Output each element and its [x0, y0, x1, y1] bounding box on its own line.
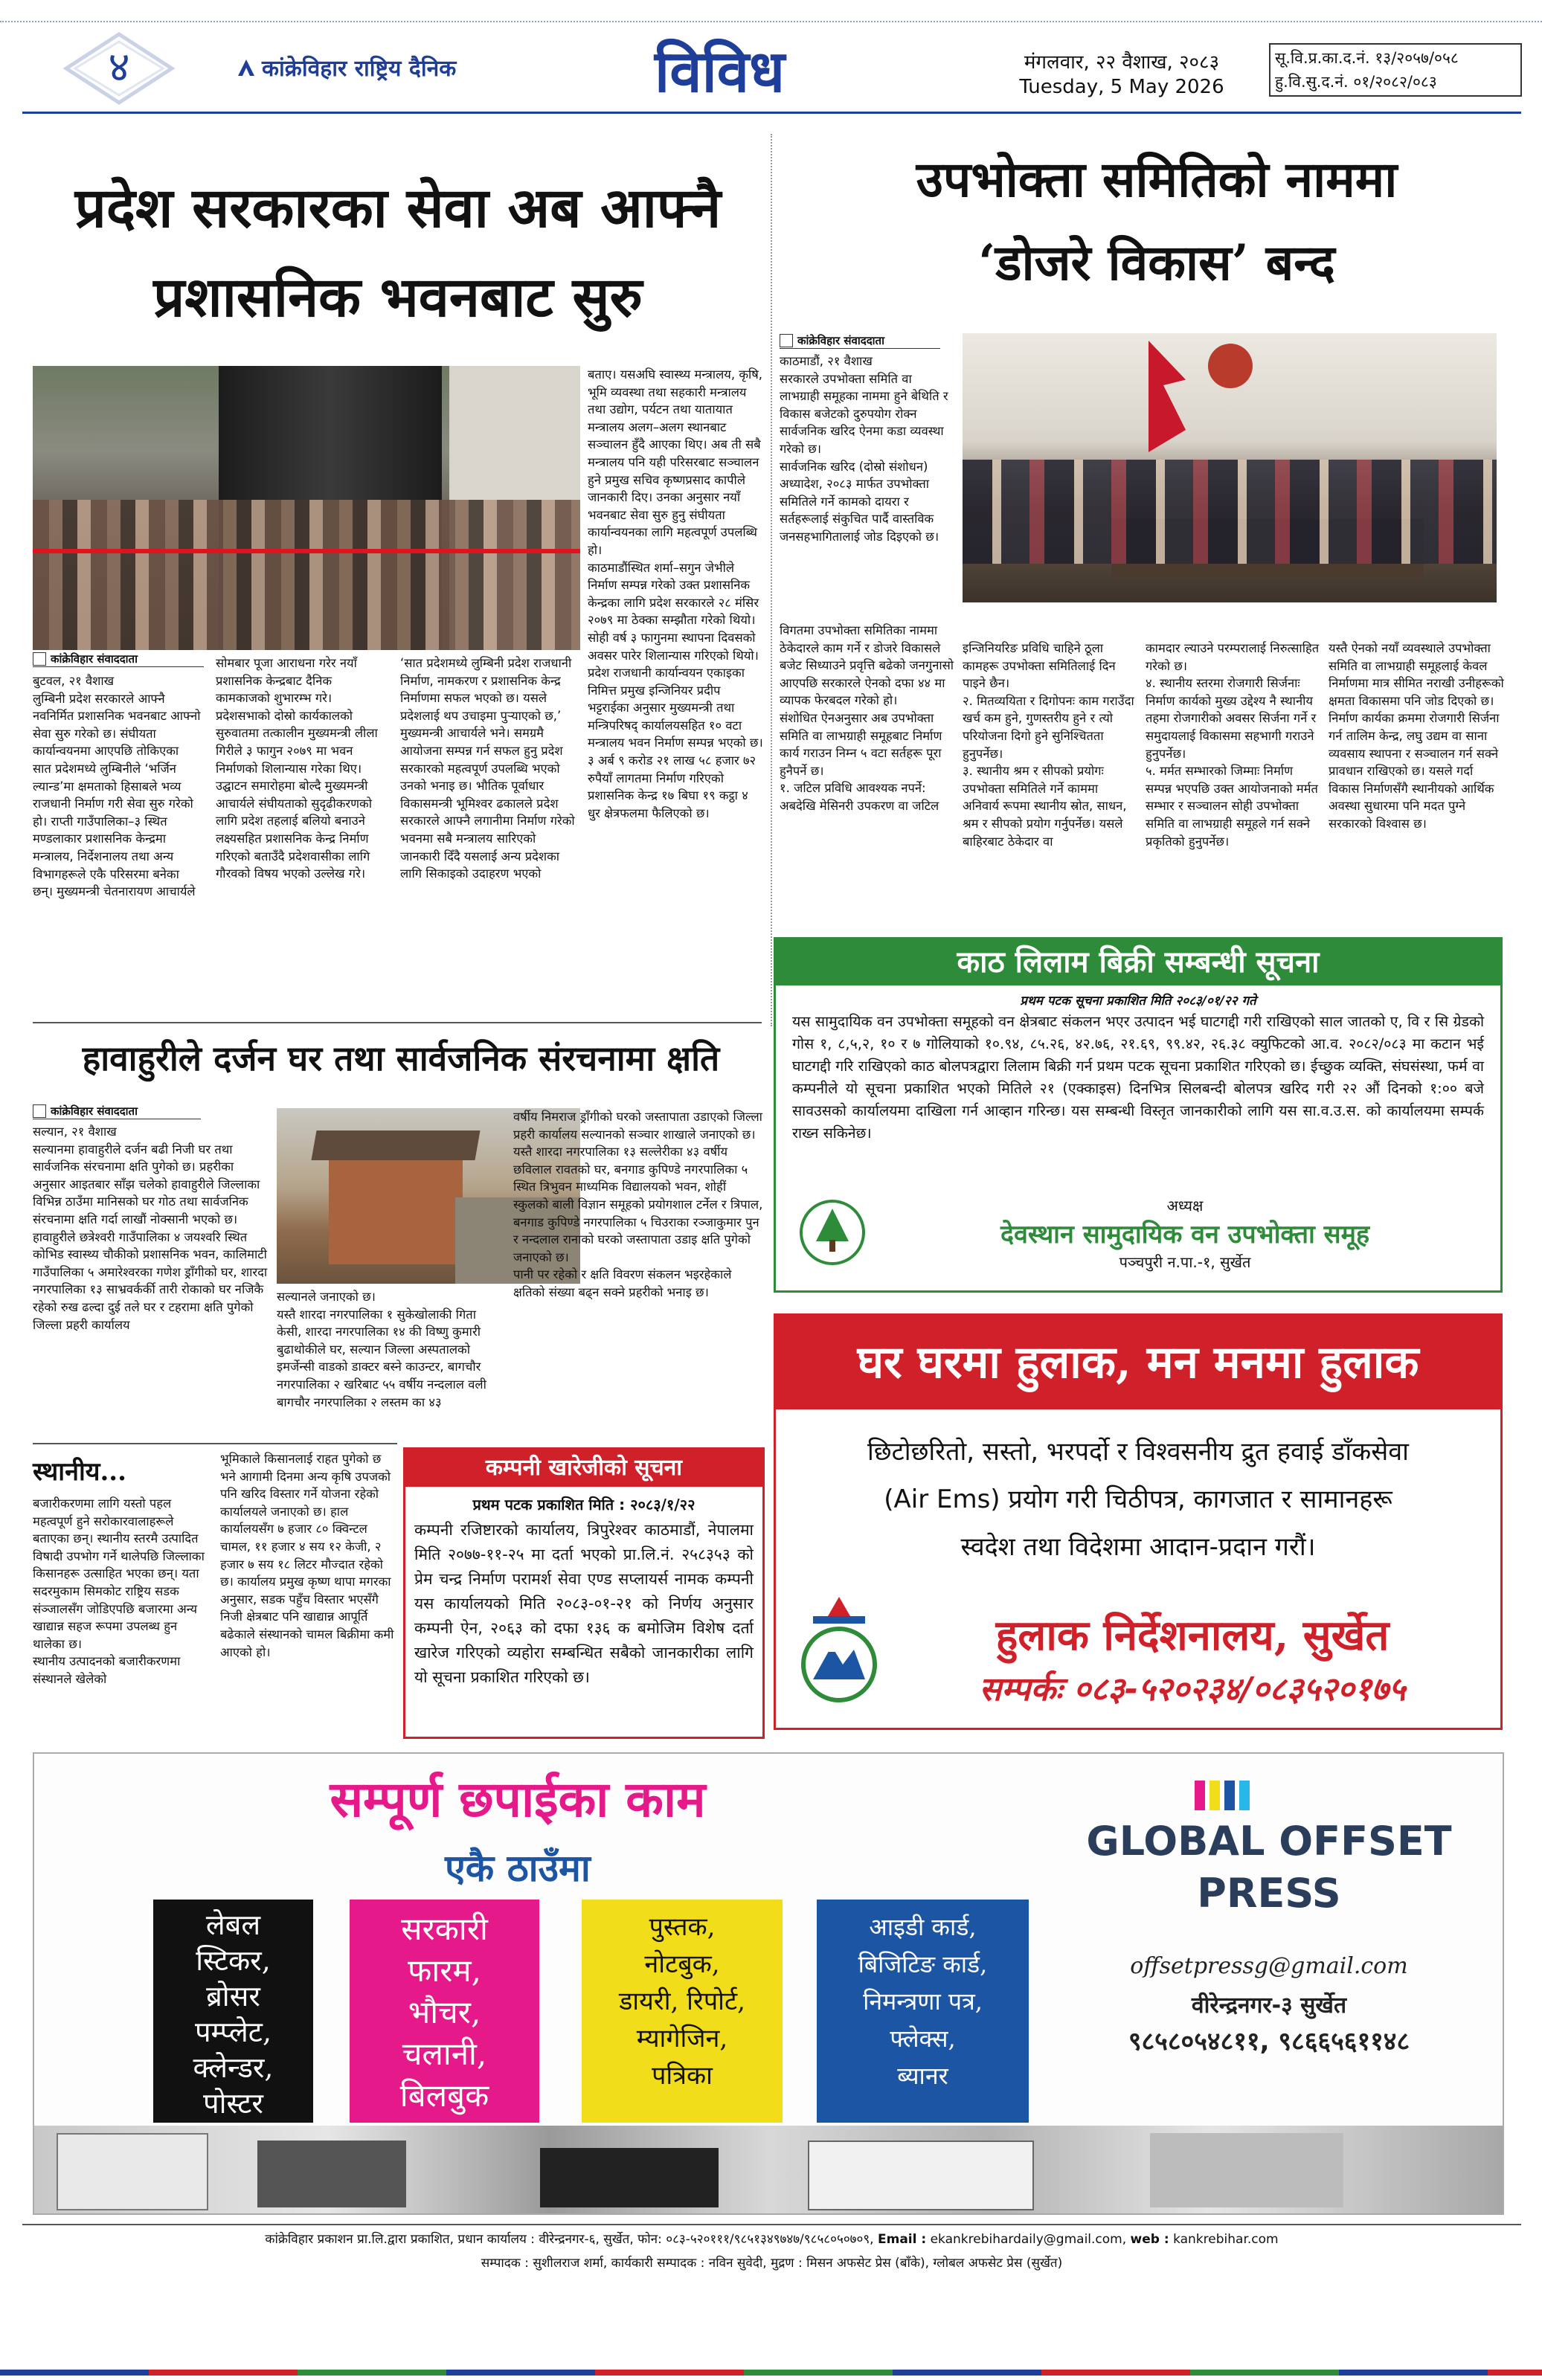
photo-ribbon — [33, 549, 580, 553]
photo-roof — [311, 1130, 480, 1160]
top-dotted-line — [0, 21, 1542, 22]
story4-title: स्थानीय... — [33, 1457, 126, 1487]
date-english: Tuesday, 5 May 2026 — [1019, 76, 1224, 98]
press-box3-item: पत्रिका — [652, 2061, 713, 2091]
registration-box — [1269, 43, 1522, 97]
press-ad-subhead: एकै ठाउँमा — [445, 1846, 591, 1890]
story4-top-rule — [33, 1443, 397, 1444]
press-brand-line2: PRESS — [1197, 1870, 1341, 1917]
company-notice — [403, 1447, 765, 1739]
press-box1-item: ब्रोसर — [206, 1980, 260, 2013]
story2-col3 — [1146, 640, 1321, 927]
press-machine — [808, 2141, 1034, 2210]
story4-col2 — [220, 1450, 396, 1745]
timber-notice-org: देवस्थान सामुदायिक वन उपभोक्ता समूह — [1000, 1220, 1370, 1250]
press-service-box-1 — [153, 1900, 313, 2123]
story3-col3 — [513, 1108, 763, 1435]
story2-col1b — [780, 622, 955, 927]
press-email: offsetpressg@gmail.com — [1130, 1953, 1408, 1979]
registration-line-1: सू.वि.प्र.का.द.नं. १३/२०५७/०५८ — [1275, 49, 1459, 67]
footer-web[interactable]: kankrebihar.com — [1173, 2232, 1279, 2247]
story3-col1 — [33, 1123, 268, 1435]
story4-col1-text: बजारीकरणमा लागि यस्तो पहल महत्वपूर्ण हुने सरोकारवालाहरूले बताएका छन्। स्थानीय स्तरमै उत्पादित विषादी उपभोग गर्ने थालेपछि जिल्लाका किसानहरू उत्साहित भएका छन्। यता सदरमुकाम सिमकोट राष्ट्रिय सडक संञ्जालसँग जोडिएपछि बजारमा अन्य खाद्यान्न सहज रूपमा उपलब्ध हुन थालेका छ। स्थानीय उत्पादनको बजारीकरणमा संस्थानले खेलेको — [33, 1496, 205, 1686]
press-machine — [257, 2141, 406, 2207]
story1-col3-text: ‘सात प्रदेशमध्ये लुम्बिनी प्रदेश राजधानी निर्माण, नामकरण र प्रशासनिक केन्द्र निर्माणमा सफल भएको छ। यसले प्रदेशलाई थप उचाइमा पुर्‍याएको छ,’ मुख्यमन्त्री आचार्यले भने। समग्रमै आयोजना सम्पन्न गर्न सफल हुनु प्रदेश सरकारको महत्वपूर्ण उपलब्धि भएको उनको भनाइ छ। भौतिक पूर्वाधार विकासमन्त्री भूमिश्वर ढकालले प्रदेश सरकारले आफ्नै लगानीमा निर्माण गरेको भवनमा सबै मन्त्रालय सारिएको जानकारी दिँदै यसलाई अन्य प्रदेशका लागि सिकाइको उदाहरण भएको — [400, 656, 575, 881]
story1-byline-text: कांक्रेविहार संवाददाता — [51, 652, 138, 666]
footer-email-label: Email : — [878, 2232, 927, 2247]
story2-col2 — [963, 640, 1138, 927]
postal-ad-line3: स्वदेश तथा विदेशमा आदान-प्रदान गरौं। — [960, 1532, 1316, 1562]
photo-crowd — [33, 500, 580, 650]
story1-col4-text: बताए। यसअघि स्वास्थ्य मन्त्रालय, कृषि, भूमि व्यवस्था तथा सहकारी मन्त्रालय तथा उद्योग, पर्यटन तथा यातायात मन्त्रालय अलग–अलग स्थानबाट सञ्चालन हुँदै आएका थिए। अब ती सबै मन्त्रालय पनि यही परिसरबाट सञ्चालन हुने प्रमुख सचिव कृष्णप्रसाद कापीले जानकारी दिए। उनका अनुसार नयाँ भवनबाट सेवा सुरु हुनु संघीयता कार्यान्वयनका लागि महत्वपूर्ण उपलब्धि हो। काठमाडौंस्थित शर्मा–सगुन जेभीले निर्माण सम्पन्न गरेको उक्त प्रशासनिक केन्द्रका लागि प्रदेश सरकारले २८ मंसिर २०७९ मा ठेक्का सम्झौता गरेको थियो। सोही वर्ष ३ फागुनमा स्थापना दिवसको अवसर पारेर शिलान्यास गरिएको थियो। प्रदेश राजधानी कार्यान्वयन एकाइका निमित्त प्रमुख इन्जिनियर प्रदीप भट्टराईका अनुसार मुख्यमन्त्री तथा मन्त्रिपरिषद् कार्यालयसहित १० वटा मन्त्रालय भवन निर्माण सम्पन्न भएको छ। ३ अर्ब ९ करोड २१ लाख ५८ हजार ७२ रुपैयाँ लागतमा निर्माण गरिएको प्रशासनिक केन्द्र १७ बिघा १९ कट्ठा ४ धुर क्षेत्रफलमा फैलिएको छ। — [588, 367, 763, 820]
story3-headline: हावाहुरीले दर्जन घर तथा सार्वजनिक संरचनामा क्षति — [82, 1038, 720, 1078]
date-nepali: मंगलवार, २२ वैशाख, २०८३ — [1024, 51, 1220, 74]
press-box2-item: सरकारी — [401, 1911, 488, 1947]
story1-col1 — [33, 672, 201, 1013]
timber-notice — [774, 937, 1503, 1293]
bottom-color-bar — [0, 2370, 1542, 2376]
footer-email[interactable]: ekankrebihardaily@gmail.com, — [930, 2232, 1127, 2247]
photo-people — [963, 460, 1497, 564]
press-box1-item: स्टिकर, — [196, 1944, 271, 1977]
press-box1-item: क्लेन्डर, — [193, 2051, 274, 2084]
story4-col1 — [33, 1495, 208, 1745]
timber-notice-body: यस सामुदायिक वन उपभोक्ता समूहको वन क्षेत्रबाट संकलन भएर उत्पादन भई घाटगद्दी गरी राखिएको साल जातको ए, वि र सि ग्रेडको गोस १, ८,५,२, १० र ७ गोलियाको १०.९४, ८५.२६, ४२.७६, २१.६९, ९९.४२, २६.३८ क्युफिटको आ.व. २०८२/०८३ मा कटान भई घाटगद्दी गरि राखिएको काठ बोलपत्रद्वारा लिलाम बिक्री गर्न प्रथम पटक सूचना प्रकाशित गरिएको छ। ईच्छुक व्यक्ति, संघसंस्था, फर्म वा कम्पनीले यो सूचना प्रकाशित भएको मितिले २१ (एक्काइस) दिनभित्र सिलबन्दी बोलपत्र खरिद गरी २२ औं दिनको १:०० बजे सावउसको कार्यालयमा दाखिला गर्न आव्हान गरिन्छ। यस सम्बन्धी विस्तृत जानकारीको लागि यस सा.व.उ.स. को कार्यालयमा सम्पर्क राख्न सकिनेछ। — [792, 1013, 1484, 1142]
press-logo-bar — [1224, 1781, 1235, 1810]
postal-ad — [774, 1313, 1503, 1730]
story3-byline-text: कांक्रेविहार संवाददाता — [51, 1104, 138, 1118]
press-box2-item: बिलबुक — [399, 2077, 489, 2114]
footer-web-label: web : — [1130, 2232, 1169, 2247]
press-logo-bar — [1195, 1781, 1205, 1810]
photo-flag — [1149, 341, 1186, 452]
photo-emblem — [1208, 344, 1253, 388]
press-box1-item: लेबल — [205, 1908, 261, 1941]
story1-headline — [30, 164, 766, 342]
printing-press-ad — [33, 1752, 1504, 2215]
story3-col1-text: सल्यान, २१ वैशाख सल्यानमा हावाहुरीले दर्जन बढी निजी घर तथा सार्वजनिक संरचनामा क्षति पुगेको छ। प्रहरीका अनुसार आइतबार साँझ चलेको हावाहुरीले जिल्लाका विभिन्न ठाउँमा मानिसको घर गोठ तथा सार्वजनिक संरचनामा क्षति गर्दा लाखौं नोक्सानी भएको छ। हावाहुरीले छत्रेश्वरी गाउँपालिका ४ जयश्वरि स्थित कोभिड स्वास्थ्य चौकीको प्रशासनिक भवन, कालिमाटी गाउँपालिका ५ अमारेश्वरका गणेश ड्राँगीको घर, शारदा नगरपालिका १३ साभ्रवर्कर्की तारी रोकाको घर नजिकै रहेको रुख ढल्दा दुई तले घर र टहरामा क्षति पुगेको जिल्ला प्रहरी कार्यालय — [33, 1125, 268, 1332]
press-service-box-2 — [350, 1900, 539, 2123]
press-box4-item: ब्यानर — [897, 2062, 948, 2090]
story2-col3-text: कामदार ल्याउने परम्परालाई निरुत्साहित गरेको छ। ४. स्थानीय स्तरमा रोजगारी सिर्जनाः निर्माण कार्यको मुख्य उद्देश्य नै स्थानीय तहमा रोजगारीको अवसर सिर्जना गर्ने र समुदायलाई विकासमा सहभागी गराउने हुनुपर्नेछ। ५. मर्मत सम्भारको जिम्माः निर्माण सम्पन्न भएपछि उक्त आयोजनाको मर्मत सम्भार र सञ्चालन सोही उपभोक्ता समिति वा लाभग्राही समूहले गर्न सक्ने प्रकृतिको हुनुपर्नेछ। — [1146, 641, 1320, 849]
timber-notice-address: पञ्चपुरी न.पा.-१, सुर्खेत — [1119, 1253, 1251, 1271]
header-rule — [22, 112, 1521, 114]
story1-byline — [33, 652, 204, 667]
story4-col2-text: भूमिकाले किसानलाई राहत पुगेको छ भने आगामी दिनमा अन्य कृषि उपजको पनि खरिद विस्तार गर्ने योजना रहेको कार्यालयले जनाएको छ। हाल कार्यालयसँग ७ हजार ८० क्विन्टल चामल, ११ हजार ४ सय १२ केजी, २ हजार ७ सय १८ लिटर मौज्दात रहेको छ। कार्यालय प्रमुख कृष्ण थापा मगरका अनुसार, सडक पहुँच विस्तार भएसँगै निजी क्षेत्रबाट पनि खाद्यान्न आपूर्ति बढेकाले संस्थानको चामल बिक्रीमा कमी आएको हो। — [220, 1452, 394, 1659]
story1-photo — [33, 366, 580, 650]
story1-headline-line2: प्रशासनिक भवनबाट सुरु — [153, 266, 643, 329]
press-box2-item: चलानी, — [402, 2036, 487, 2072]
press-machine — [540, 2148, 719, 2207]
press-machines-strip — [34, 2126, 1504, 2215]
story2-headline-line1: उपभोक्ता समितिको नाममा — [916, 150, 1398, 208]
story2-col1-text: काठमाडौं, २१ वैशाख सरकारले उपभोक्ता समिति वा लाभग्राही समूहका नाममा हुने बेथिति र विकास बजेटको दुरुपयोग रोक्न सार्वजनिक खरिद ऐनमा कडा व्यवस्था गरेको छ। सार्वजनिक खरिद (दोस्रो संशोधन) अध्यादेश, २०८३ मार्फत उपभोक्ता समितिले गर्ने कामको दायरा र सर्तहरूलाई संकुचित पार्दै वास्तविक जनसहभागितालाई जोड दिइएको छ। — [780, 354, 948, 544]
press-machine — [1150, 2133, 1343, 2207]
story1-col2-text: सोमबार पूजा आराधना गरेर नयाँ प्रशासनिक केन्द्रबाट दैनिक कामकाजको शुभारम्भ गरे। प्रदेशसभाको दोस्रो कार्यकालको सुरुवातमा तत्कालीन मुख्यमन्त्री लीला गिरीले ३ फागुन २०७९ मा भवन निर्माणको शिलान्यास गरेका थिए। उद्घाटन समारोहमा बोल्दै मुख्यमन्त्री आचार्यले संघीयताको सुदृढीकरणको लागि प्रदेश तहलाई बलियो बनाउने लक्ष्यसहित प्रशासनिक केन्द्र निर्माण गरिएको बताउँदै प्रदेशवासीका लागि गौरवको विषय भएको उल्लेख गरे। — [216, 656, 378, 881]
press-box3-item: म्यागेजिन, — [636, 2024, 728, 2053]
registration-line-2: हु.वि.सु.द.नं. ०१/२०८२/०८३ — [1275, 73, 1437, 91]
footer-rule — [22, 2224, 1521, 2225]
story1-col3 — [400, 654, 576, 1013]
byline-icon — [780, 334, 793, 347]
photo-house — [329, 1153, 463, 1264]
story1-col2 — [216, 654, 384, 1013]
story3-col2-text: सल्यानले जनाएको छ। यस्तै शारदा नगरपालिका १ सुकेखोलाकी गिता केसी, शारदा नगरपालिका १४ की विष्णु कुमारी बुढाथोकीले घर, सल्यान जिल्ला अस्पतालको इमर्जेन्सी वाडको डाक्टर बस्ने काउन्टर, बागचौर नगरपालिका २ खरिबाट ५५ वर्षीय नन्दलाल वली बागचौर नगरपालिका २ लस्तम का ४३ — [277, 1290, 486, 1409]
story2-byline-text: कांक्रेविहार संवाददाता — [797, 334, 884, 347]
page-number-badge — [63, 31, 175, 106]
postal-ad-contact: सम्पर्कः ०८३-५२०२३४/०८३५२०१७५ — [979, 1670, 1406, 1708]
press-box2-item: भौचर, — [408, 1994, 481, 2030]
press-logo-bar — [1209, 1781, 1220, 1810]
press-box4-item: निमन्त्रणा पत्र, — [863, 1987, 983, 2016]
press-box1-item: पम्प्लेट, — [194, 2016, 272, 2048]
story2-col1 — [780, 353, 955, 622]
footer-line-2: सम्पादक : सुशीलराज शर्मा, कार्यकारी सम्पादक : नविन सुवेदी, मुद्रण : मिसन अफसेट प्रेस (बाँके), ग्लोबल अफसेट प्रेस (सुर्खेत) — [481, 2256, 1063, 2271]
story3-col3-text: वर्षीय निमराज ड्राँगीको घरको जस्तापाता उडाएको जिल्ला प्रहरी कार्यालय सल्यानको सञ्चार शाखाले जनाएको छ। यस्तै शारदा नगरपालिका १३ सल्लेरीका ४३ वर्षीय छविलाल रावतको घर, बनगाड कुपिण्डे नगरपालिका ५ स्थित त्रिभुवन माध्यमिक विद्यालयको भवन, शोहीं स्कुलको बाली विज्ञान समूहको प्रयोगशाल टर्नेल र त्रिपाल, बनगाड कुपिण्डे नगरपालिका ५ चिउराका रञ्जाकुमार पुन र नन्दलाल रानाको घरको जस्तापाता उडाइ क्षति पुगेको जनाएको छ। पानी पर रहेको र क्षति विवरण संकलन भइरहेकाले क्षतिको संख्या बढ्न सक्ने प्रहरीको भनाइ छ। — [513, 1110, 763, 1299]
press-address: वीरेन्द्रनगर-३ सुर्खेत — [1191, 1993, 1347, 2019]
press-machine — [57, 2133, 208, 2210]
company-notice-body: कम्पनी रजिष्टारको कार्यालय, त्रिपुरेश्वर काठमाडौं, नेपालमा मिति २०७७-११-२५ मा दर्ता भएको प्रा.लि.नं. २५८३५३ को प्रेम चन्द्र निर्माण परामर्श सेवा एण्ड सप्लायर्स नामक कम्पनी यस कार्यालयको मिति २०८३-०१-२१ को निर्णय अनुसार कम्पनी ऐन, २०६३ को दफा १३६ क बमोजिम विशेष दर्ता खारेज गरिएको व्यहोरा सम्बन्धित सबैको जानकारीका लागि यो सूचना प्रकाशित गरिएको छ। — [414, 1521, 754, 1686]
postal-ad-line1: छिटोछरितो, सस्तो, भरपर्दो र विश्वसनीय द्रुत हवाई डाँकसेवा — [867, 1437, 1409, 1467]
press-box4-item: आइडी कार्ड, — [869, 1913, 977, 1941]
story2-col1b-text: विगतमा उपभोक्ता समितिका नाममा ठेकेदारले काम गर्ने र डोजरे विकासले बजेट सिध्याउने प्रवृत्ति बढेको जनगुनासो आएपछि सरकारले ऐनको दफा ४४ मा व्यापक फेरबदल गरेको हो। संशोधित ऐनअनुसार अब उपभोक्ता समिति वा लाभग्राही समूहबाट निर्माण कार्य गराउन निम्न ५ वटा सर्तहरू पूरा हुनैपर्ने छ। १. जटिल प्रविधि आवश्यक नपर्ने: अबदेखि मेसिनरी उपकरण वा जटिल — [780, 623, 954, 813]
press-box4-item: बिजिटिङ कार्ड, — [858, 1950, 988, 1978]
press-box2-item: फारम, — [408, 1952, 481, 1989]
company-notice-published: प्रथम पटक प्रकाशित मिति : २०८३/१/२२ — [472, 1496, 695, 1514]
postal-ad-org: हुलाक निर्देशनालय, सुर्खेत — [995, 1611, 1390, 1660]
story2-col4 — [1329, 640, 1504, 927]
story1-col1-text: बुटवल, २१ वैशाख लुम्बिनी प्रदेश सरकारले आफ्नै नवनिर्मित प्रशासनिक भवनबाट आफ्नो सेवा सुरु गरेको छ। संघीयता कार्यान्वयनमा आएपछि तोकिएका सात प्रदेशमध्ये लुम्बिनीले ‘भर्जिन ल्यान्ड’मा क्षमताको हिसाबले भव्य राजधानी निर्माण गरी सेवा सुरु गरेको हो। राप्ती गाउँपालिका–३ स्थित मण्डलाकार प्रशासनिक केन्द्रमा मन्त्रालय, निर्देशनालय तथा अन्य विभागहरूले एकै परिसरमा बनेका छन्। मुख्यमन्त्री चेतनारायण आचार्यले — [33, 674, 201, 899]
footer-publisher: कांक्रेविहार प्रकाशन प्रा.लि.द्वारा प्रकाशित, प्रधान कार्यालय : वीरेन्द्रनगर-६, सुर्खेत, फोन: ०८३-५२०१११/९८५१३४९७४७/९८५८०५०७०९, — [265, 2232, 874, 2247]
paper-logo-icon — [237, 58, 256, 77]
press-box3-item: नोटबुक, — [644, 1949, 720, 1979]
paper-name: कांक्रेविहार राष्ट्रिय दैनिक — [262, 56, 457, 82]
press-service-box-4 — [817, 1900, 1029, 2123]
timber-notice-title: काठ लिलाम बिक्री सम्बन्धी सूचना — [776, 939, 1500, 985]
story3-byline — [33, 1104, 201, 1119]
press-ad-headline: सम्पूर्ण छपाईका काम — [330, 1770, 706, 1828]
story2-headline-line2: ‘डोजरे विकास’ बन्द — [978, 234, 1335, 292]
story1-headline-line1: प्रदेश सरकारका सेवा अब आफ्नै — [74, 176, 722, 240]
company-notice-title: कम्पनी खारेजीको सूचना — [405, 1450, 762, 1487]
story2-col4-text: यस्तै ऐनको नयाँ व्यवस्थाले उपभोक्ता समिति वा लाभग्राही समूहलाई केवल निर्माणमा मात्र सीमित नराखी उनीहरूको क्षमता विकासमा पनि जोड दिएको छ। निर्माण कार्यका क्रममा रोजगारी सिर्जना गर्न तालिम केन्द्र, लघु उद्यम वा साना व्यवसाय स्थापना र सञ्चालन गर्न सक्ने प्रावधान राखिएको छ। यसले गर्दा विकास निर्माणसँगै स्थानीयको आर्थिक अवस्था सुधारमा पनि मदत पुग्ने सरकारको विश्वास छ। — [1329, 641, 1504, 831]
press-phones: ९८५८०५४८११, ९८६६५६११४८ — [1128, 2027, 1410, 2056]
press-box1-item: पोस्टर — [203, 2087, 263, 2120]
press-brand-line1: GLOBAL OFFSET — [1086, 1818, 1452, 1865]
byline-icon — [33, 1104, 46, 1118]
press-box4-item: फ्लेक्स, — [890, 2024, 956, 2053]
story2-col2-text: इन्जिनियरिङ प्रविधि चाहिने ठूला कामहरू उपभोक्ता समितिलाई दिन पाइने छैन। २. मितव्ययिता र दिगोपनः काम गराउँदा खर्च कम हुने, गुणस्तरीय हुने र त्यो परियोजना दिगो हुने सुनिश्चितता हुनुपर्नेछ। ३. स्थानीय श्रम र सीपको प्रयोगः उपभोक्ता समितिले गर्ने काममा अनिवार्य रूपमा स्थानीय स्रोत, साधन, श्रम र सीपको प्रयोग गर्नुपर्नेछ। यसले बाहिरबाट ठेकेदार वा — [963, 641, 1134, 849]
press-box3-item: पुस्तक, — [649, 1912, 716, 1942]
footer-line-1 — [22, 2230, 1521, 2247]
story1-col4 — [588, 366, 763, 1013]
story2-headline — [788, 138, 1525, 304]
page-number: ४ — [108, 43, 130, 91]
story2-byline — [780, 333, 940, 349]
byline-icon — [33, 652, 46, 666]
story2-photo — [963, 333, 1497, 602]
forest-group-logo — [798, 1198, 867, 1267]
vertical-dotted-divider — [771, 134, 772, 1026]
postal-emblem-icon — [791, 1594, 887, 1705]
press-box3-item: डायरी, रिपोर्ट, — [619, 1987, 745, 2016]
press-logo-bar — [1239, 1781, 1250, 1810]
timber-notice-published: प्रथम पटक सूचना प्रकाशित मिति २०८३/०१/२२ गते — [1020, 994, 1256, 1009]
timber-notice-sign-role: अध्यक्ष — [1166, 1197, 1204, 1215]
press-service-box-3 — [582, 1900, 783, 2123]
story3-top-rule — [33, 1022, 762, 1023]
section-title: विविध — [655, 38, 786, 106]
story3-col2 — [277, 1288, 498, 1435]
postal-ad-headline: घर घरमा हुलाक, मन मनमा हुलाक — [776, 1316, 1500, 1409]
postal-ad-line2: (Air Ems) प्रयोग गरी चिठीपत्र, कागजात र सामानहरू — [884, 1485, 1392, 1514]
press-logo-bars — [1195, 1781, 1250, 1810]
paper-logo — [237, 52, 456, 83]
